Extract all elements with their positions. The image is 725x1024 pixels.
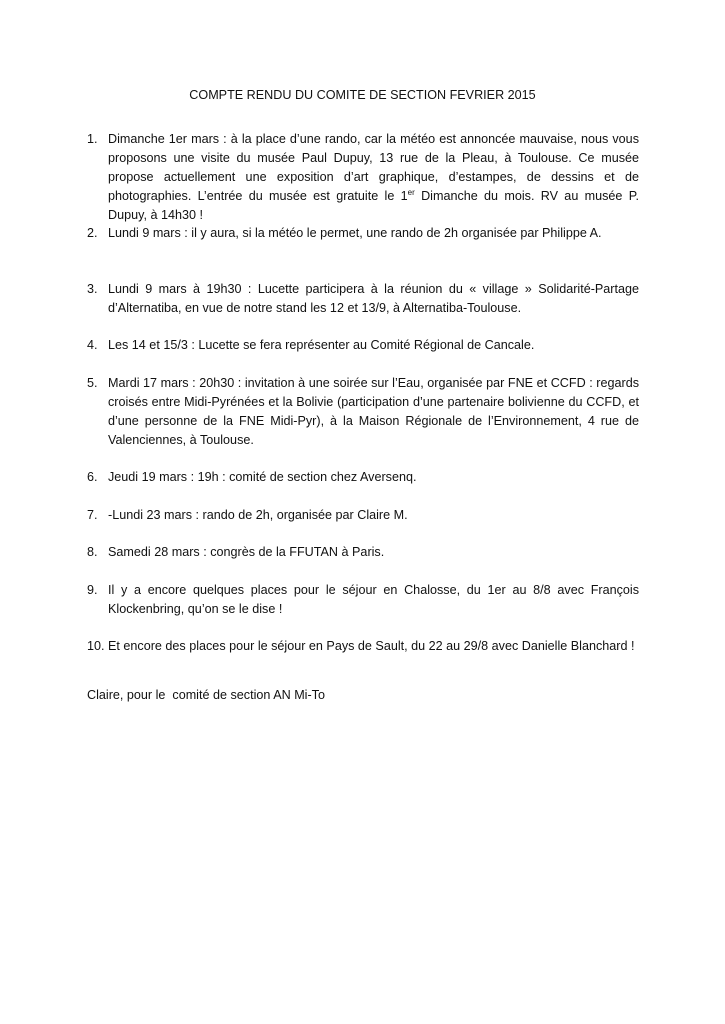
ordinal-superscript: er xyxy=(407,188,415,197)
item-text: Les 14 et 15/3 : Lucette se fera représenter au Comité Régional de Cancale. xyxy=(108,338,535,352)
item-text: Jeudi 19 mars : 19h : comité de section chez Aversenq. xyxy=(108,470,417,484)
list-item xyxy=(87,224,639,243)
signature-line: Claire, pour le comité de section AN Mi-To xyxy=(87,688,325,702)
item-text: Lundi 9 mars : il y aura, si la météo le permet, une rando de 2h organisée par Philippe A. xyxy=(108,226,602,240)
list-item xyxy=(87,581,639,619)
list-item xyxy=(87,468,639,487)
list-item xyxy=(87,336,639,355)
item-number: 6. xyxy=(87,470,98,484)
item-text: Et encore des places pour le séjour en Pays de Sault, du 22 au 29/8 avec Danielle Blanchard ! xyxy=(108,639,635,653)
item-number: 4. xyxy=(87,338,98,352)
item-number: 5. xyxy=(87,376,98,390)
item-number: 1. xyxy=(87,132,98,146)
list-item xyxy=(87,280,639,318)
item-text: -Lundi 23 mars : rando de 2h, organisée par Claire M. xyxy=(108,508,408,522)
list-item xyxy=(87,637,639,656)
item-text: Lundi 9 mars à 19h30 : Lucette participera à la réunion du « village » Solidarité-Partage d’Alternatiba, en vue de notre stand les 12 et 13/9, à Alternatiba-Toulouse. xyxy=(108,282,639,315)
item-number: 9. xyxy=(87,583,98,597)
item-text: Il y a encore quelques places pour le séjour en Chalosse, du 1er au 8/8 avec François Klockenbring, qu’on se le dise ! xyxy=(108,583,639,616)
document-title: COMPTE RENDU DU COMITE DE SECTION FEVRIER 2015 xyxy=(189,88,536,102)
item-text-part: Dimanche 1er mars : à la place d’une rando, car la météo est annoncée mauvaise, nous vous proposons une visite du musée Paul Dupuy, 13 rue de la Pleau, à Toulouse. Ce musée propose actuellement une exposition d’art graphique, d’estampes, de dessins et de photographies. L’entrée du musée est gratuite le 1 xyxy=(108,132,639,203)
item-number: 10. xyxy=(87,639,105,653)
list-item xyxy=(87,130,639,225)
item-number: 8. xyxy=(87,545,98,559)
item-text xyxy=(108,130,639,225)
list-item xyxy=(87,543,639,562)
item-text: Mardi 17 mars : 20h30 : invitation à une soirée sur l’Eau, organisée par FNE et CCFD : regards croisés entre Midi-Pyrénées et la Bolivie (participation d’une partenaire bolivienne du CCFD, et d’une personne de la FNE Midi-Pyr), à la Maison Régionale de l’Environnement, 4 rue de Valenciennes, à Toulouse. xyxy=(108,376,639,447)
item-number: 7. xyxy=(87,508,98,522)
list-item xyxy=(87,374,639,450)
item-number: 2. xyxy=(87,226,98,240)
list-item xyxy=(87,506,639,525)
item-number: 3. xyxy=(87,282,98,296)
item-text: Samedi 28 mars : congrès de la FFUTAN à Paris. xyxy=(108,545,385,559)
item-text-part: Dimanche du mois. RV au musée P. Dupuy, à 14h30 ! xyxy=(108,189,639,222)
